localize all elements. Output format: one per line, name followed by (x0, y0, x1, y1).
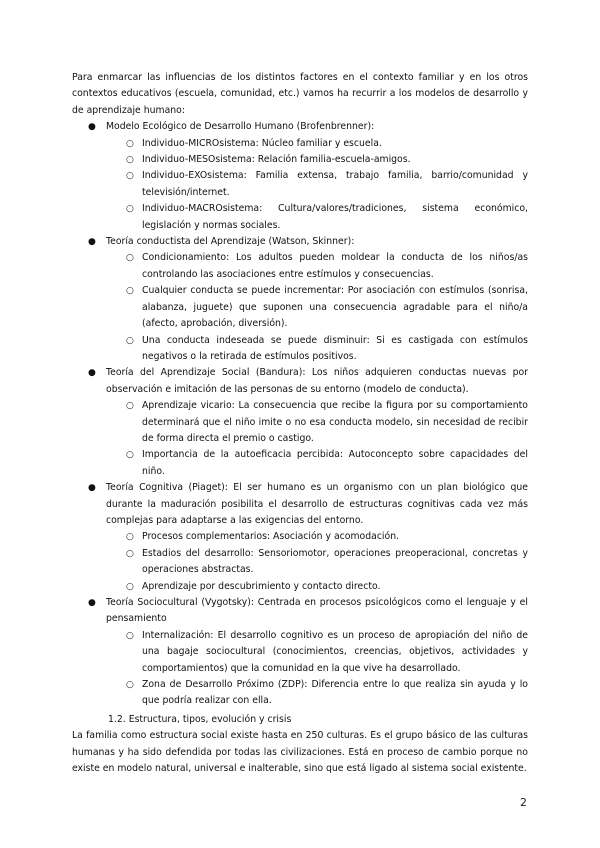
circle-bullet-icon: ○ (126, 286, 134, 297)
sub-item (106, 333, 528, 366)
circle-bullet-icon: ○ (126, 253, 134, 264)
model-title: Teoría Cognitiva (Piaget): El ser humano es un organismo con un plan biológico que durante la maduración posibilita el desarrollo de estructuras cognitivas cada vez más complejas para adaptarse a las exigencias del entorno. (106, 482, 528, 526)
section-heading: 1.2. Estructura, tipos, evolución y crisis (108, 713, 292, 725)
sub-item (106, 447, 528, 480)
circle-bullet-icon: ○ (126, 548, 134, 559)
model-item-ecologico (72, 119, 528, 234)
sub-item (106, 250, 528, 283)
sub-item (106, 546, 528, 579)
models-list (72, 119, 528, 710)
sub-item-text: Condicionamiento: Los adultos pueden moldear la conducta de los niños/as controlando las asociaciones entre estímulos y consecuencias. (142, 252, 528, 280)
circle-bullet-icon: ○ (126, 138, 134, 149)
model-title: Teoría conductista del Aprendizaje (Watson, Skinner): (106, 236, 355, 248)
document-page (72, 70, 528, 777)
model-title: Modelo Ecológico de Desarrollo Humano (Brofenbrenner): (106, 121, 375, 133)
sub-item-text: Procesos complementarios: Asociación y acomodación. (142, 531, 400, 543)
sub-list (106, 529, 528, 595)
circle-bullet-icon: ○ (126, 630, 134, 641)
circle-bullet-icon: ○ (126, 680, 134, 691)
sub-item-text: Importancia de la autoeficacia percibida: Autoconcepto sobre capacidades del niño. (142, 449, 528, 477)
circle-bullet-icon: ○ (126, 155, 134, 166)
bullet-icon: ● (88, 122, 96, 133)
sub-item (106, 628, 528, 677)
bullet-icon: ● (88, 598, 96, 608)
model-title: Teoría Sociocultural (Vygotsky): Centrada en procesos psicológicos como el lenguaje y el pensamiento (106, 597, 528, 625)
circle-bullet-icon: ○ (126, 532, 134, 543)
bullet-icon: ● (88, 237, 96, 248)
sub-item (106, 579, 528, 595)
sub-list (106, 398, 528, 480)
sub-item (106, 168, 528, 201)
model-title: Teoría del Aprendizaje Social (Bandura): Los niños adquieren conductas nuevas por observación e imitación de las personas de su entorno (modelo de conducta). (106, 367, 528, 395)
sub-item (106, 677, 528, 710)
sub-item-text: Internalización: El desarrollo cognitivo es un proceso de apropiación del niño de una bagaje sociocultural (conocimientos, creencias, objetivos, actividades y comportamientos) que la comunidad en la que vive ha desarrollado. (142, 629, 528, 674)
sub-list (106, 250, 528, 365)
circle-bullet-icon: ○ (126, 171, 134, 182)
sub-item-text: Aprendizaje por descubrimiento y contacto directo. (142, 580, 381, 592)
bullet-icon: ● (88, 368, 96, 379)
intro-paragraph: Para enmarcar las influencias de los distintos factores en el contexto familiar y en los otros contextos educativos (escuela, comunidad, etc.) vamos ha recurrir a los modelos de desarrollo y de aprendizaje humano: (72, 72, 528, 116)
section-body: La familia como estructura social existe hasta en 250 culturas. Es el grupo básico de las culturas humanas y ha sido defendida por todas las civilizaciones. Está en proceso de cambio porque no existe en modelo natural, universal e inalterable, sino que está ligado al sistema social existente. (72, 730, 528, 775)
sub-item-text: Aprendizaje vicario: La consecuencia que recibe la figura por su comportamiento determinará que el niño imite o no esa conducta modelo, sin necesidad de recibir de forma directa el premio o castigo. (142, 400, 528, 444)
sub-list (106, 136, 528, 234)
sub-item (106, 152, 528, 168)
sub-item (106, 283, 528, 332)
bullet-icon: ● (88, 483, 96, 494)
model-item-cognitiva (72, 480, 528, 595)
sub-list (106, 628, 528, 710)
circle-bullet-icon: ○ (126, 581, 134, 592)
sub-item-text: Individuo-EXOsistema: Familia extensa, trabajo familia, barrio/comunidad y televisión/internet. (142, 170, 528, 198)
sub-item-text: Individuo-MICROsistema: Núcleo familiar y escuela. (142, 137, 382, 149)
sub-item-text: Cualquier conducta se puede incrementar: Por asociación con estímulos (sonrisa, alabanza, juguete) que suponen una consecuencia agradable para el niño/a (afecto, aprobación, diversión). (142, 285, 528, 330)
model-item-sociocultural (72, 595, 528, 710)
sub-item-text: Individuo-MESOsistema: Relación familia-escuela-amigos. (142, 154, 411, 166)
sub-item (106, 529, 528, 545)
sub-item-text: Estadios del desarrollo: Sensoriomotor, operaciones preoperacional, concretas y operaciones abstractas. (142, 547, 528, 576)
sub-item-text: Zona de Desarrollo Próximo (ZDP): Diferencia entre lo que realiza sin ayuda y lo que podría realizar con ella. (142, 679, 528, 707)
circle-bullet-icon: ○ (126, 204, 134, 215)
circle-bullet-icon: ○ (126, 335, 134, 346)
sub-item (106, 201, 528, 234)
sub-item-text: Una conducta indeseada se puede disminuir: Si es castigada con estímulos negativos o la retirada de estímulos positivos. (142, 334, 528, 362)
model-item-conductista (72, 234, 528, 365)
page-number: 2 (520, 796, 527, 809)
circle-bullet-icon: ○ (126, 401, 134, 412)
model-item-social (72, 365, 528, 480)
sub-item (106, 136, 528, 152)
circle-bullet-icon: ○ (126, 450, 134, 461)
sub-item-text: Individuo-MACROsistema: Cultura/valores/tradiciones, sistema económico, legislación y normas sociales. (142, 203, 528, 231)
sub-item (106, 398, 528, 447)
